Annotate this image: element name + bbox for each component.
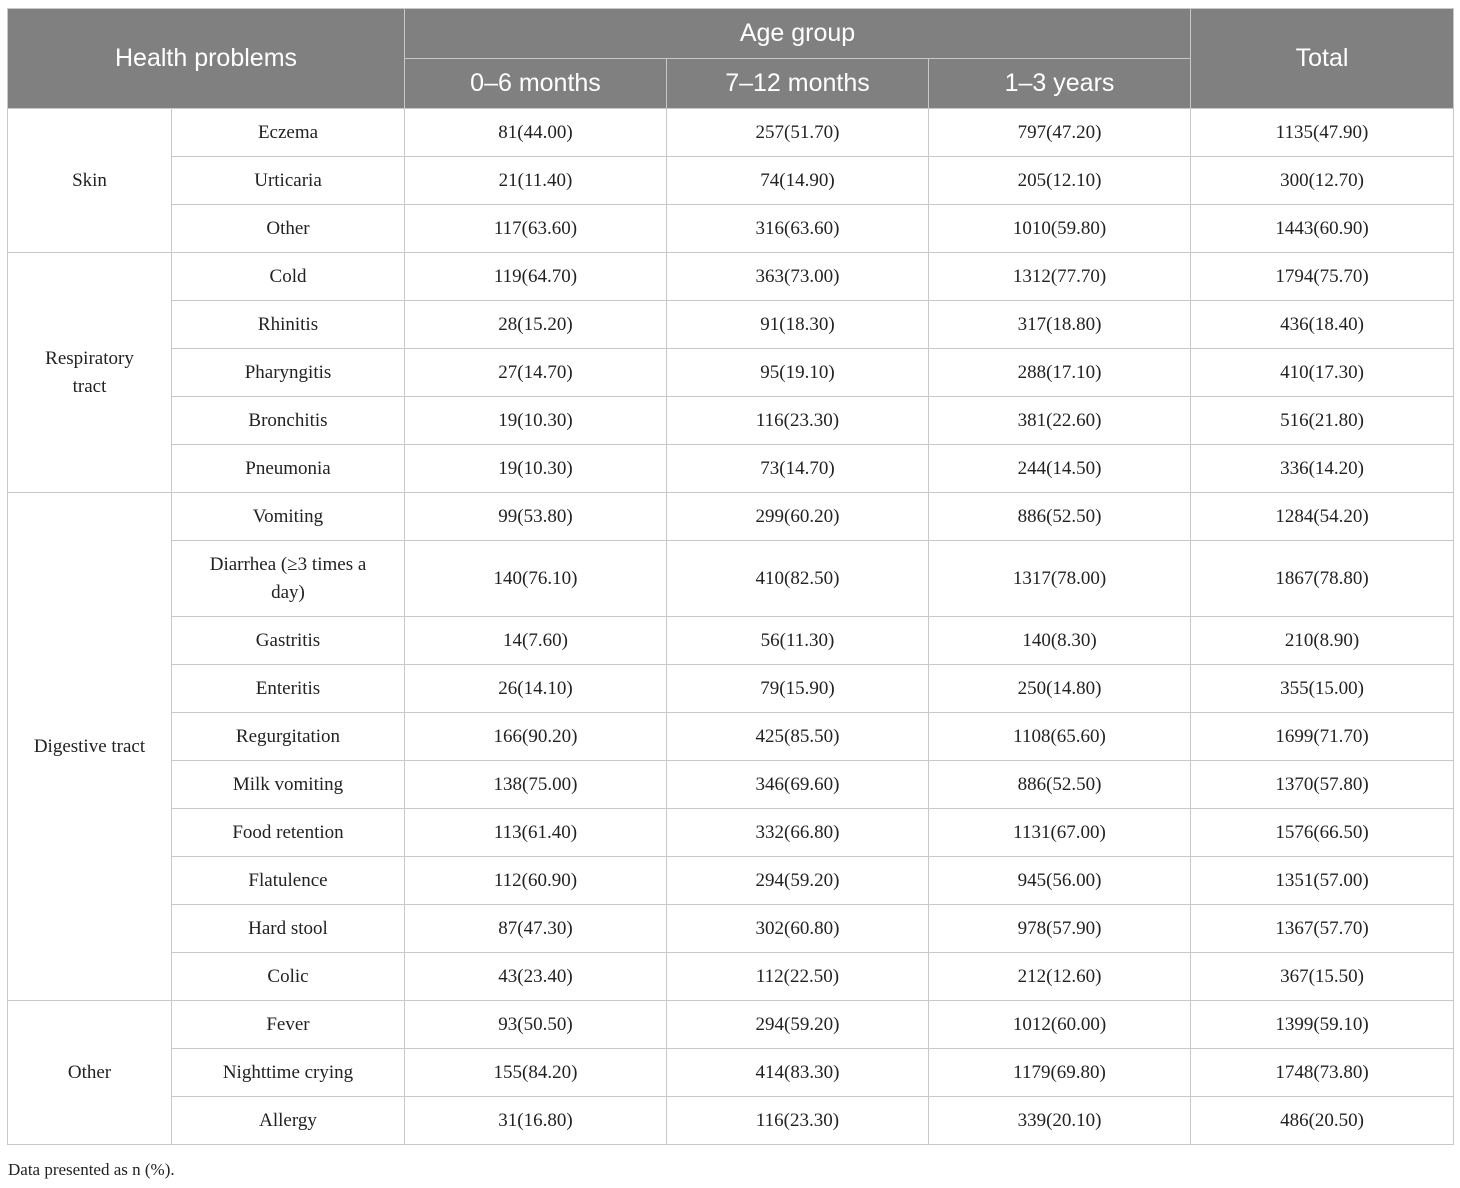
table-row xyxy=(8,445,1454,493)
total-cell: 1699(71.70) xyxy=(1191,713,1454,761)
header-health-problems: Health problems xyxy=(8,9,405,109)
value-0-6-cell: 117(63.60) xyxy=(405,205,667,253)
total-cell: 1351(57.00) xyxy=(1191,857,1454,905)
value-1-3-cell: 381(22.60) xyxy=(929,397,1191,445)
total-cell: 1367(57.70) xyxy=(1191,905,1454,953)
value-7-12-cell: 346(69.60) xyxy=(667,761,929,809)
value-1-3-cell: 797(47.20) xyxy=(929,109,1191,157)
value-1-3-cell: 1131(67.00) xyxy=(929,809,1191,857)
health-problems-table xyxy=(7,8,1454,1145)
value-1-3-cell: 244(14.50) xyxy=(929,445,1191,493)
value-7-12-cell: 410(82.50) xyxy=(667,541,929,617)
table-row xyxy=(8,1097,1454,1145)
table-row xyxy=(8,541,1454,617)
value-0-6-cell: 43(23.40) xyxy=(405,953,667,1001)
value-0-6-cell: 27(14.70) xyxy=(405,349,667,397)
value-1-3-cell: 945(56.00) xyxy=(929,857,1191,905)
total-cell: 1794(75.70) xyxy=(1191,253,1454,301)
value-0-6-cell: 93(50.50) xyxy=(405,1001,667,1049)
value-0-6-cell: 113(61.40) xyxy=(405,809,667,857)
table-row xyxy=(8,809,1454,857)
group-label: Digestive tract xyxy=(8,493,172,1001)
value-7-12-cell: 316(63.60) xyxy=(667,205,929,253)
total-cell: 1576(66.50) xyxy=(1191,809,1454,857)
table-row xyxy=(8,857,1454,905)
value-1-3-cell: 978(57.90) xyxy=(929,905,1191,953)
value-0-6-cell: 155(84.20) xyxy=(405,1049,667,1097)
total-cell: 367(15.50) xyxy=(1191,953,1454,1001)
value-7-12-cell: 414(83.30) xyxy=(667,1049,929,1097)
value-0-6-cell: 119(64.70) xyxy=(405,253,667,301)
header-age-7-12: 7–12 months xyxy=(667,59,929,109)
table-row xyxy=(8,397,1454,445)
value-0-6-cell: 31(16.80) xyxy=(405,1097,667,1145)
value-7-12-cell: 56(11.30) xyxy=(667,617,929,665)
value-0-6-cell: 140(76.10) xyxy=(405,541,667,617)
value-7-12-cell: 116(23.30) xyxy=(667,1097,929,1145)
problem-cell: Vomiting xyxy=(172,493,405,541)
value-1-3-cell: 1108(65.60) xyxy=(929,713,1191,761)
value-7-12-cell: 299(60.20) xyxy=(667,493,929,541)
problem-cell: Urticaria xyxy=(172,157,405,205)
value-1-3-cell: 212(12.60) xyxy=(929,953,1191,1001)
total-cell: 1748(73.80) xyxy=(1191,1049,1454,1097)
table-container xyxy=(7,8,1453,1145)
value-1-3-cell: 886(52.50) xyxy=(929,493,1191,541)
table-row xyxy=(8,761,1454,809)
value-0-6-cell: 28(15.20) xyxy=(405,301,667,349)
value-0-6-cell: 99(53.80) xyxy=(405,493,667,541)
value-1-3-cell: 1012(60.00) xyxy=(929,1001,1191,1049)
value-0-6-cell: 166(90.20) xyxy=(405,713,667,761)
total-cell: 336(14.20) xyxy=(1191,445,1454,493)
table-footnote: Data presented as n (%). xyxy=(8,1160,175,1179)
value-7-12-cell: 294(59.20) xyxy=(667,1001,929,1049)
value-1-3-cell: 1312(77.70) xyxy=(929,253,1191,301)
total-cell: 1284(54.20) xyxy=(1191,493,1454,541)
total-cell: 486(20.50) xyxy=(1191,1097,1454,1145)
header-age-1-3: 1–3 years xyxy=(929,59,1191,109)
value-1-3-cell: 1317(78.00) xyxy=(929,541,1191,617)
value-0-6-cell: 19(10.30) xyxy=(405,445,667,493)
problem-cell: Flatulence xyxy=(172,857,405,905)
table-row xyxy=(8,157,1454,205)
value-1-3-cell: 288(17.10) xyxy=(929,349,1191,397)
table-row xyxy=(8,253,1454,301)
value-7-12-cell: 112(22.50) xyxy=(667,953,929,1001)
value-1-3-cell: 1010(59.80) xyxy=(929,205,1191,253)
value-7-12-cell: 332(66.80) xyxy=(667,809,929,857)
value-1-3-cell: 205(12.10) xyxy=(929,157,1191,205)
value-0-6-cell: 14(7.60) xyxy=(405,617,667,665)
value-7-12-cell: 73(14.70) xyxy=(667,445,929,493)
table-row xyxy=(8,713,1454,761)
value-1-3-cell: 317(18.80) xyxy=(929,301,1191,349)
problem-cell: Pharyngitis xyxy=(172,349,405,397)
header-total: Total xyxy=(1191,9,1454,109)
table-row xyxy=(8,905,1454,953)
problem-cell: Diarrhea (≥3 times a day) xyxy=(172,541,405,617)
table-row xyxy=(8,301,1454,349)
value-0-6-cell: 19(10.30) xyxy=(405,397,667,445)
value-7-12-cell: 79(15.90) xyxy=(667,665,929,713)
table-body xyxy=(8,109,1454,1145)
value-7-12-cell: 425(85.50) xyxy=(667,713,929,761)
value-7-12-cell: 294(59.20) xyxy=(667,857,929,905)
problem-cell: Regurgitation xyxy=(172,713,405,761)
group-label: Skin xyxy=(8,109,172,253)
table-row xyxy=(8,349,1454,397)
total-cell: 410(17.30) xyxy=(1191,349,1454,397)
value-1-3-cell: 250(14.80) xyxy=(929,665,1191,713)
value-1-3-cell: 886(52.50) xyxy=(929,761,1191,809)
problem-cell: Rhinitis xyxy=(172,301,405,349)
problem-cell: Hard stool xyxy=(172,905,405,953)
problem-cell: Colic xyxy=(172,953,405,1001)
total-cell: 355(15.00) xyxy=(1191,665,1454,713)
table-row xyxy=(8,665,1454,713)
value-0-6-cell: 21(11.40) xyxy=(405,157,667,205)
value-7-12-cell: 91(18.30) xyxy=(667,301,929,349)
value-7-12-cell: 257(51.70) xyxy=(667,109,929,157)
total-cell: 210(8.90) xyxy=(1191,617,1454,665)
value-7-12-cell: 363(73.00) xyxy=(667,253,929,301)
problem-cell: Cold xyxy=(172,253,405,301)
table-row xyxy=(8,205,1454,253)
value-7-12-cell: 302(60.80) xyxy=(667,905,929,953)
problem-cell: Milk vomiting xyxy=(172,761,405,809)
table-row xyxy=(8,109,1454,157)
problem-cell: Allergy xyxy=(172,1097,405,1145)
value-1-3-cell: 1179(69.80) xyxy=(929,1049,1191,1097)
value-7-12-cell: 74(14.90) xyxy=(667,157,929,205)
problem-cell: Pneumonia xyxy=(172,445,405,493)
table-row xyxy=(8,493,1454,541)
value-0-6-cell: 87(47.30) xyxy=(405,905,667,953)
value-0-6-cell: 81(44.00) xyxy=(405,109,667,157)
problem-cell: Gastritis xyxy=(172,617,405,665)
value-1-3-cell: 339(20.10) xyxy=(929,1097,1191,1145)
value-0-6-cell: 138(75.00) xyxy=(405,761,667,809)
table-row xyxy=(8,1049,1454,1097)
value-7-12-cell: 95(19.10) xyxy=(667,349,929,397)
value-0-6-cell: 112(60.90) xyxy=(405,857,667,905)
header-age-0-6: 0–6 months xyxy=(405,59,667,109)
problem-cell: Nighttime crying xyxy=(172,1049,405,1097)
total-cell: 436(18.40) xyxy=(1191,301,1454,349)
problem-cell: Eczema xyxy=(172,109,405,157)
total-cell: 516(21.80) xyxy=(1191,397,1454,445)
problem-cell: Enteritis xyxy=(172,665,405,713)
value-0-6-cell: 26(14.10) xyxy=(405,665,667,713)
total-cell: 1443(60.90) xyxy=(1191,205,1454,253)
total-cell: 1867(78.80) xyxy=(1191,541,1454,617)
problem-cell: Fever xyxy=(172,1001,405,1049)
total-cell: 300(12.70) xyxy=(1191,157,1454,205)
header-age-group: Age group xyxy=(405,9,1191,59)
table-row xyxy=(8,1001,1454,1049)
total-cell: 1135(47.90) xyxy=(1191,109,1454,157)
value-7-12-cell: 116(23.30) xyxy=(667,397,929,445)
problem-cell: Other xyxy=(172,205,405,253)
group-label: Respiratory tract xyxy=(8,253,172,493)
group-label: Other xyxy=(8,1001,172,1145)
table-row xyxy=(8,953,1454,1001)
total-cell: 1399(59.10) xyxy=(1191,1001,1454,1049)
problem-cell: Bronchitis xyxy=(172,397,405,445)
value-1-3-cell: 140(8.30) xyxy=(929,617,1191,665)
table-row xyxy=(8,617,1454,665)
problem-cell: Food retention xyxy=(172,809,405,857)
total-cell: 1370(57.80) xyxy=(1191,761,1454,809)
